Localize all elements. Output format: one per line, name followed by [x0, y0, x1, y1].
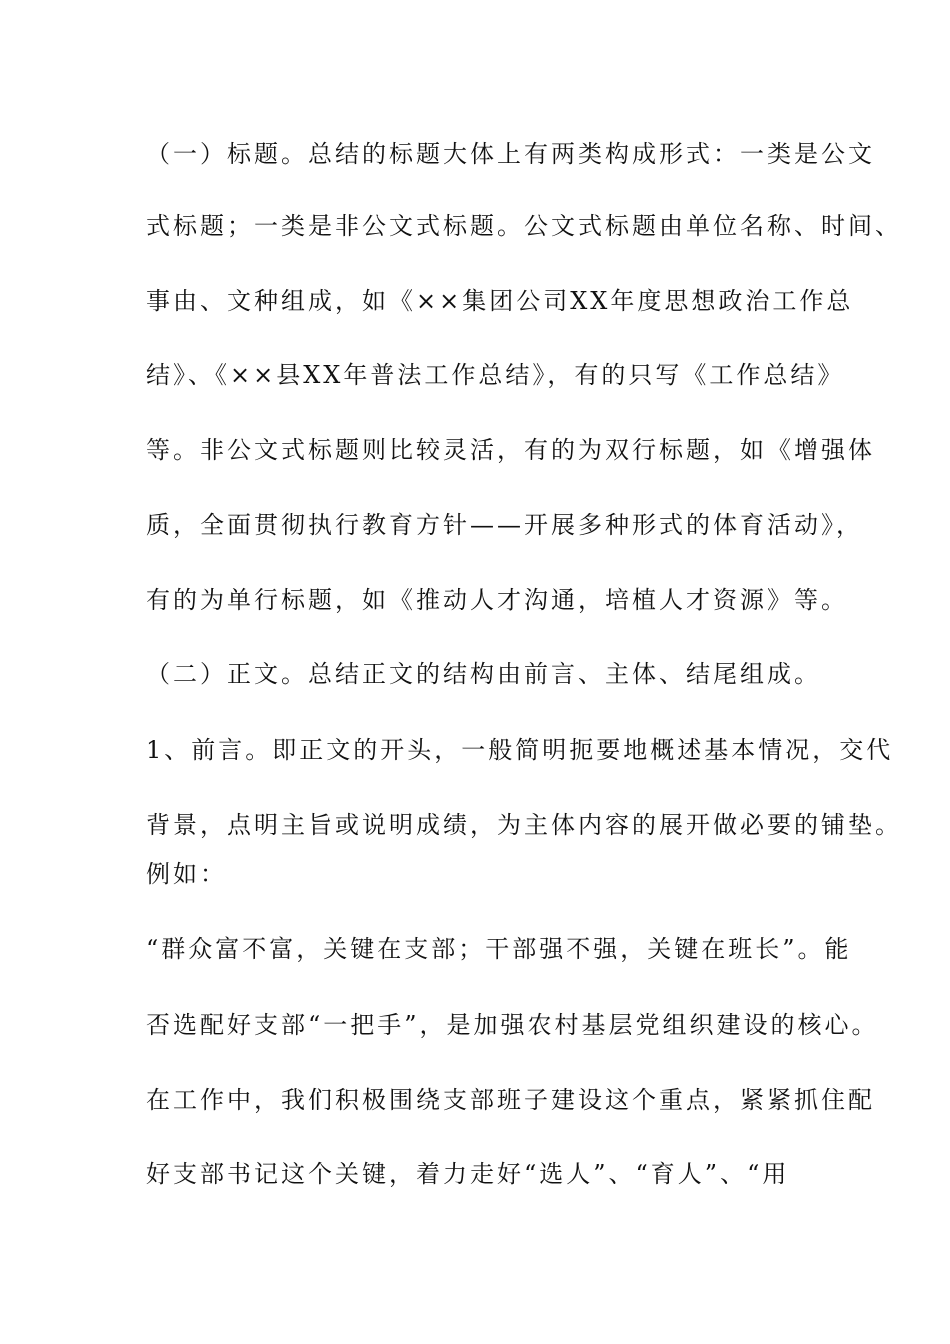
text-line: 质，全面贯彻执行教育方针——开展多种形式的体育活动》， — [146, 511, 863, 539]
text-line: 好支部书记这个关键，着力走好“选人”、“育人”、“用 — [146, 1160, 790, 1188]
text-line: 有的为单行标题，如《推动人才沟通，培植人才资源》等。 — [146, 586, 848, 614]
section-heading: （二）正文。总结正文的结构由前言、主体、结尾组成。 — [146, 660, 821, 688]
text-line: 1、前言。即正文的开头，一般简明扼要地概述基本情况，交代 — [146, 736, 894, 764]
text-line: 事由、文种组成，如《××集团公司XX年度思想政治工作总 — [146, 287, 854, 315]
text-line: “群众富不富，关键在支部；干部强不强，关键在班长”。能 — [146, 935, 852, 963]
text-line: 例如： — [146, 860, 227, 888]
text-line: 否选配好支部“一把手”，是加强农村基层党组织建设的核心。 — [146, 1011, 879, 1039]
text-line: 式标题；一类是非公文式标题。公文式标题由单位名称、时间、 — [146, 212, 902, 240]
text-line: 背景，点明主旨或说明成绩，为主体内容的展开做必要的铺垫。 — [146, 811, 902, 839]
text-line: （一）标题。总结的标题大体上有两类构成形式：一类是公文 — [146, 140, 875, 168]
text-line: 等。非公文式标题则比较灵活，有的为双行标题，如《增强体 — [146, 436, 875, 464]
text-line: 在工作中，我们积极围绕支部班子建设这个重点，紧紧抓住配 — [146, 1086, 875, 1114]
text-line: 结》、《××县XX年普法工作总结》，有的只写《工作总结》 — [146, 361, 845, 389]
